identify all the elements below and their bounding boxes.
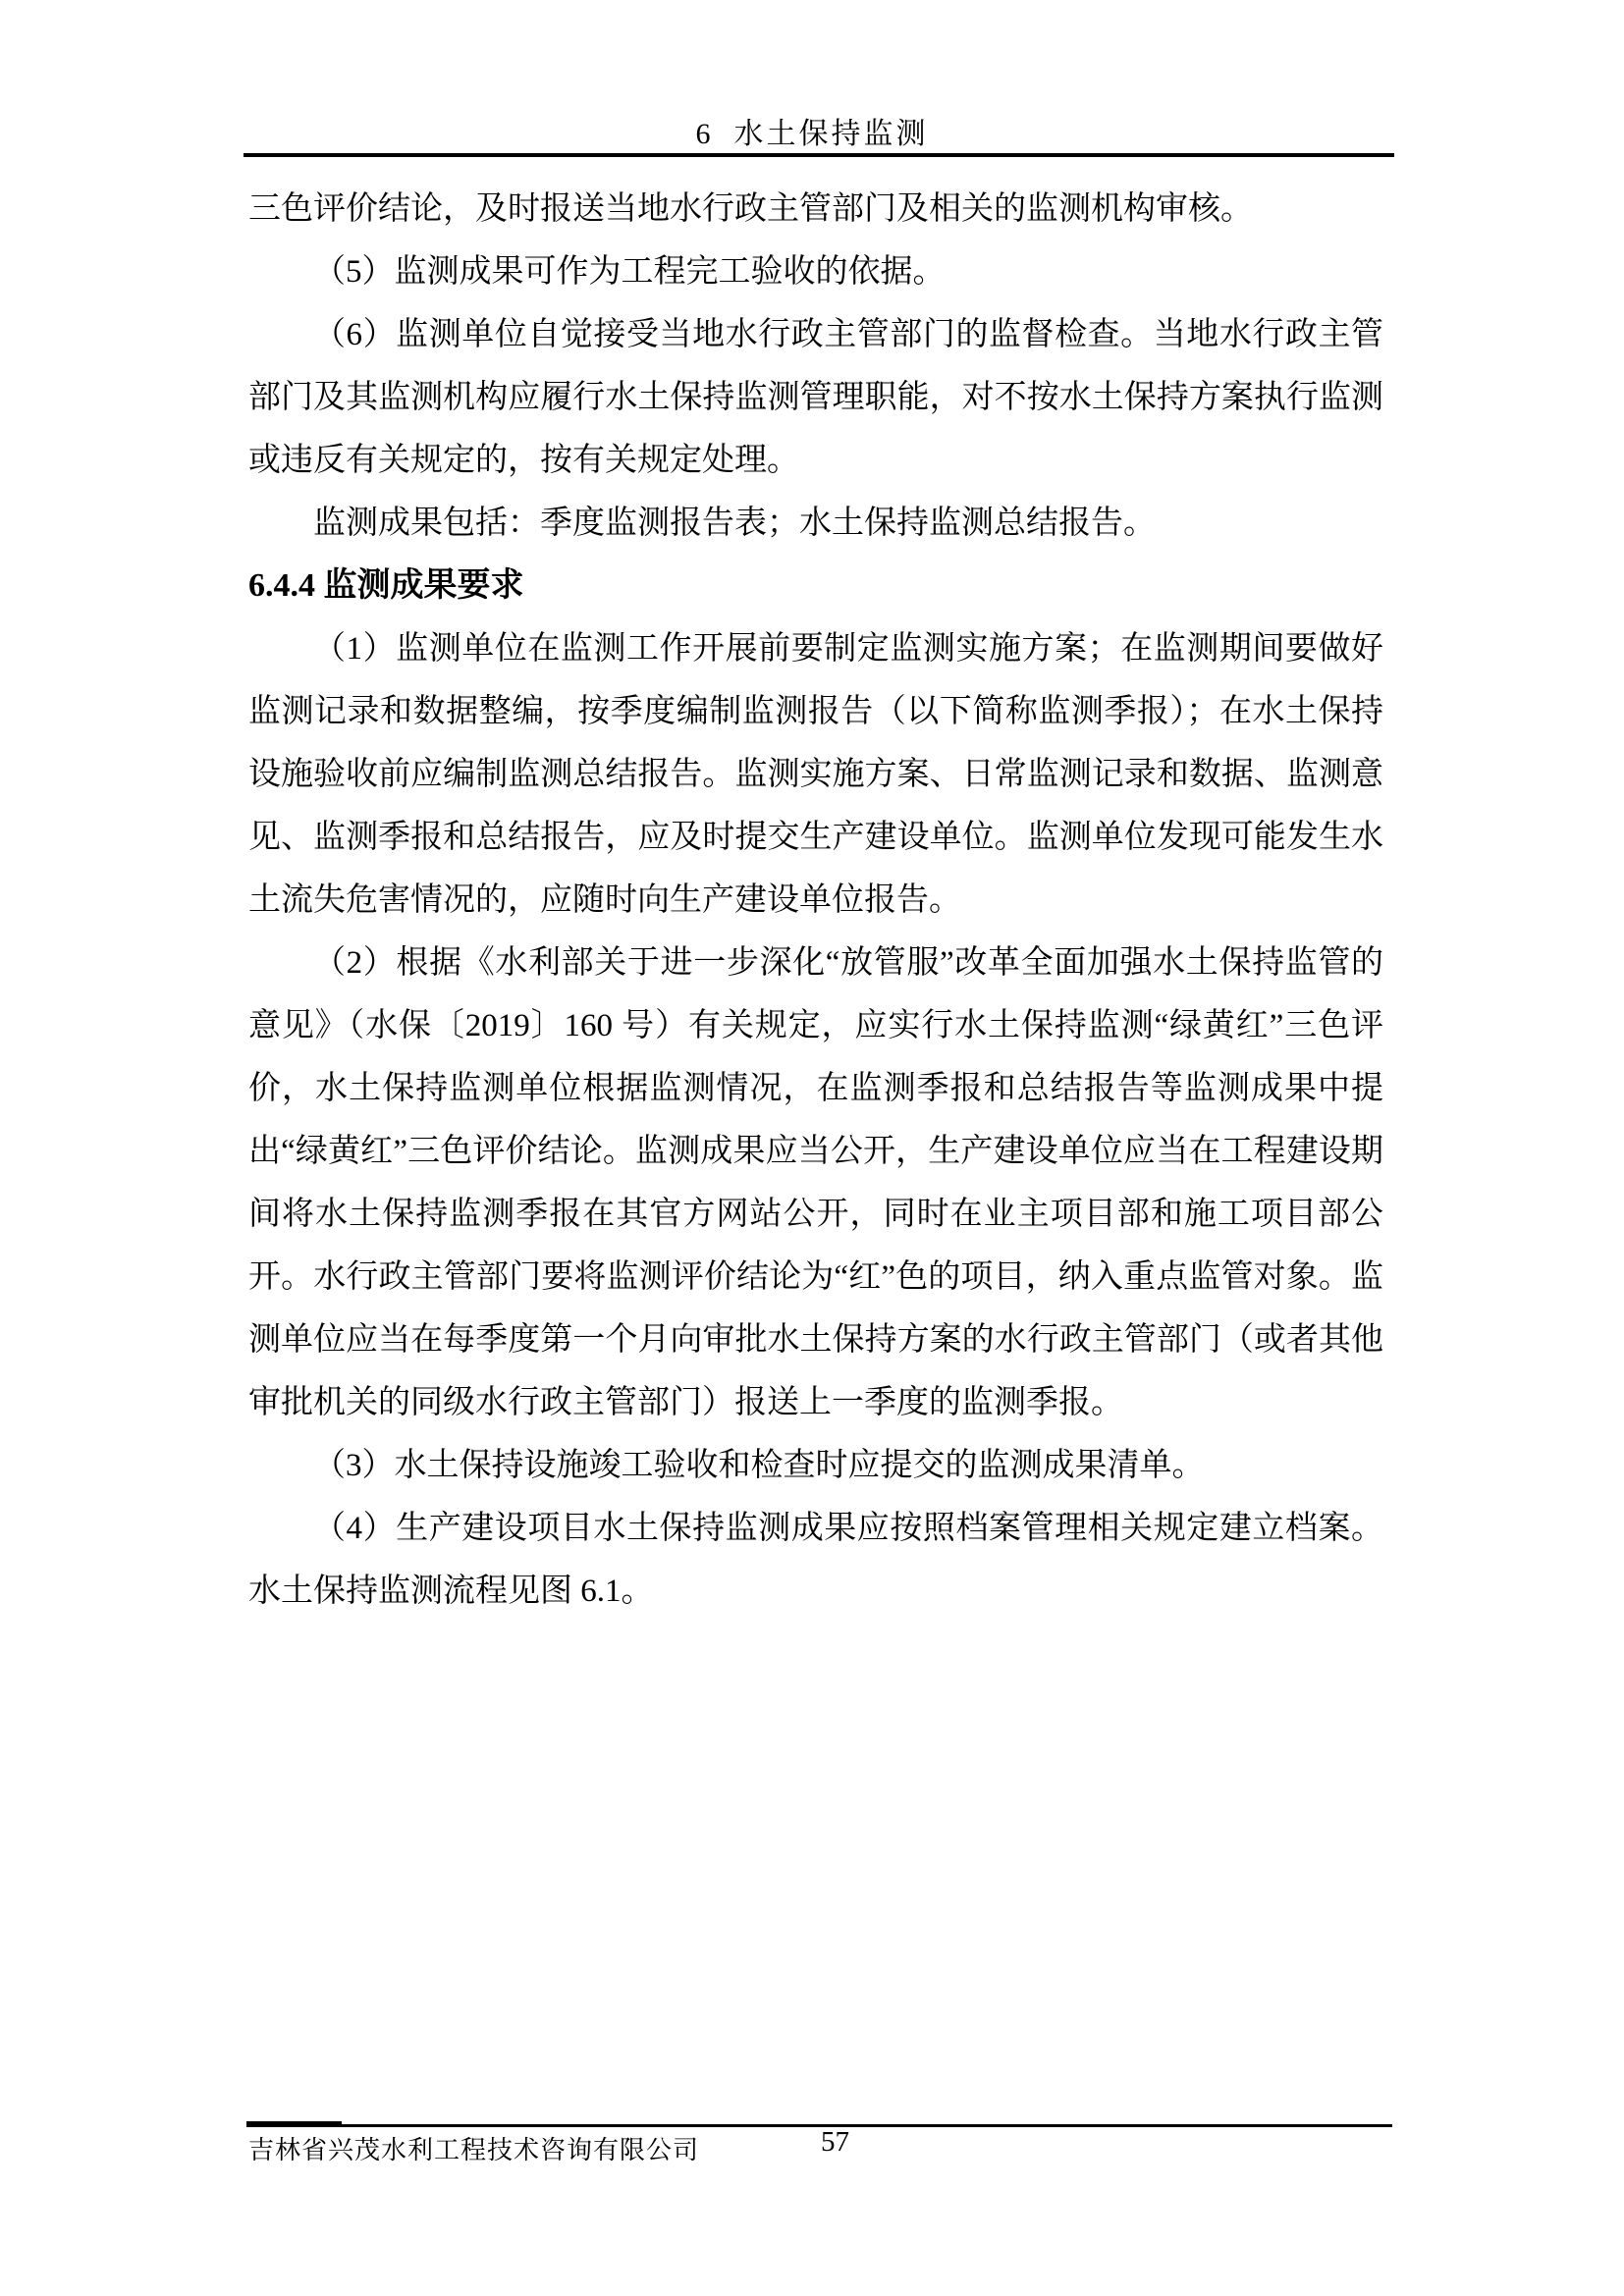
page-number: 57 (821, 2126, 849, 2158)
body-paragraph: 三色评价结论，及时报送当地水行政主管部门及相关的监测机构审核。 (248, 191, 1253, 227)
body-paragraph: （1）监测单位在监测工作开展前要制定监测实施方案；在监测期间要做好监测记录和数据整编，按季度编制监测报告（以下简称监测季报）；在水土保持设施验收前应编制监测总结报告。监测实施方案、日常监测记录和数据、监测意见、监测季报和总结报告，应及时提交生产建设单位。监测单位发现可能发生水土流失危害情况的，应随时向生产建设单位报告。 (248, 631, 1383, 918)
section-heading: 6.4.4 监测成果要求 (248, 567, 524, 604)
body-paragraph: （2）根据《水利部关于进一步深化“放管服”改革全面加强水土保持监管的意见》（水保〔2019〕160 号）有关规定，应实行水土保持监测“绿黄红”三色评价，水土保持监测单位根据监测情况，在监测季报和总结报告等监测成果中提出“绿黄红”三色评价结论。监测成果应当公开，生产建设单位应当在工程建设期间将水土保持监测季报在其官方网站公开，同时在业主项目部和施工项目部公开。水行政主管部门要将监测评价结论为“红”色的项目，纳入重点监管对象。监测单位应当在每季度第一个月向审批水土保持方案的水行政主管部门（或者其他审批机关的同级水行政主管部门）报送上一季度的监测季报。 (248, 945, 1383, 1420)
footer-company-name: 吉林省兴茂水利工程技术咨询有限公司 (248, 2136, 700, 2164)
body-paragraph: （6）监测单位自觉接受当地水行政主管部门的监督检查。当地水行政主管部门及其监测机构应履行水土保持监测管理职能，对不按水土保持方案执行监测或违反有关规定的，按有关规定处理。 (248, 317, 1383, 478)
header-rule (244, 153, 1394, 157)
footer-rule (246, 2124, 1392, 2127)
body-paragraph: 监测成果包括：季度监测报告表；水土保持监测总结报告。 (313, 506, 1156, 541)
body-paragraph: （3）水土保持设施竣工验收和检查时应提交的监测成果清单。 (313, 1448, 1205, 1483)
page-header-title: 6 水土保持监测 (695, 118, 929, 150)
body-paragraph: （4）生产建设项目水土保持监测成果应按照档案管理相关规定建立档案。水土保持监测流程见图 6.1。 (248, 1511, 1383, 1609)
body-paragraph: （5）监测成果可作为工程完工验收的依据。 (313, 254, 946, 290)
document-body (248, 178, 1383, 1623)
